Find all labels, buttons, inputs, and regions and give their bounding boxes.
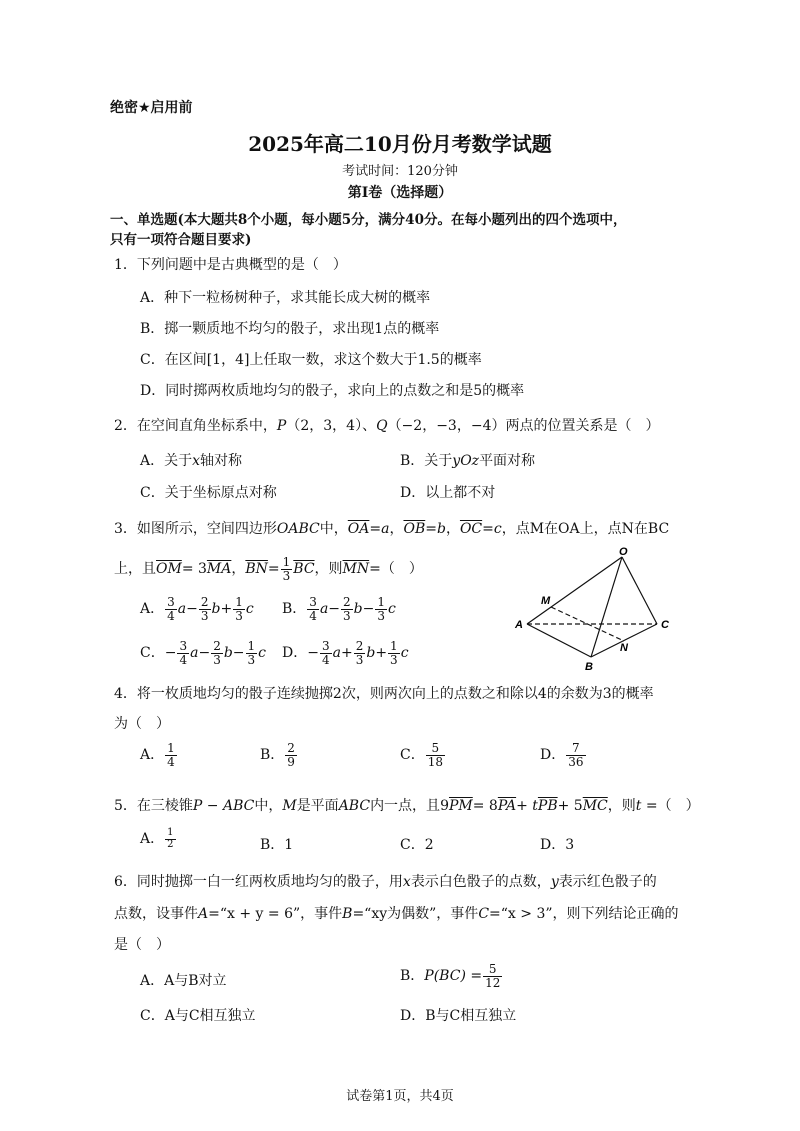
q3-stem-line1: 3．如图所示，空间四边形OABC中，$\overline{OA}=a$，$\overline{OB}=b$，$\overline{OC}=c$，点M在OA上，点N在BC [114, 521, 670, 537]
q6-option-c: C．A与C相互独立 [140, 1008, 256, 1024]
edge-ob [591, 557, 622, 657]
section-instructions-line2: 只有一项符合题目要求) [110, 232, 252, 248]
q2-stem: 2．在空间直角坐标系中，P（2，3，4）、Q（−2，−3，−4）两点的位置关系是（ ） [114, 418, 660, 434]
q4-stem-line2: 为（ ） [114, 716, 170, 732]
q1-option-c: C．在区间[1，4]上任取一数，求这个数大于1.5的概率 [140, 352, 482, 368]
secret-label: 绝密★启用前 [110, 100, 193, 116]
q3-option-c: C．− $\frac{3}{4}$ a− $\frac{2}{3}$ b− $\frac{1}{3}$ c [140, 639, 267, 667]
label-n: N [620, 642, 628, 654]
q6-stem-line1: 6．同时抛掷一白一红两枚质地均匀的骰子，用x表示白色骰子的点数，y表示红色骰子的 [114, 874, 657, 890]
q1-stem: 1．下列问题中是古典概型的是（ ） [114, 257, 347, 273]
tetrahedron-figure [505, 545, 685, 675]
q6-option-b: B．P(BC) = $\frac{5}{12}$ [400, 962, 501, 990]
q5-option-d: D．3 [540, 837, 575, 853]
q2-option-d: D．以上都不对 [400, 485, 496, 501]
q5-option-c: C．2 [400, 837, 434, 853]
edge-oc [622, 557, 657, 624]
label-c: C [661, 619, 669, 631]
section-instructions-line1: 一、单选题(本大题共8个小题，每小题5分，满分40分。在每小题列出的四个选项中， [110, 212, 627, 228]
q1-option-b: B．掷一颗质地不均匀的骰子，求出现1点的概率 [140, 321, 440, 337]
q6-option-a: A．A与B对立 [140, 973, 227, 989]
q4-stem-line1: 4．将一枚质地均匀的骰子连续抛掷2次，则两次向上的点数之和除以4的余数为3的概率 [114, 686, 654, 702]
q5-stem: 5．在三棱锥P − ABC中，M是平面ABC内一点，且$9\overline{PM}= 8\overline{PA}+ t\overline{PB}+ 5\overline{MC}$，则t =（ ） [114, 798, 700, 814]
q5-option-a: A． $\frac{1}{2}$ [140, 827, 174, 850]
label-b: B [585, 661, 593, 673]
q3-option-a: A． $\frac{3}{4}$ a− $\frac{2}{3}$ b+ $\frac{1}{3}$ c [140, 595, 254, 623]
q2-option-c: C．关于坐标原点对称 [140, 485, 277, 501]
exam-title: 2025年高二10月份月考数学试题 [248, 132, 552, 156]
q6-stem-line2: 点数，设事件A=“x + y = 6”，事件B=“xy为偶数”，事件C=“x > 3”，则下列结论正确的 [114, 906, 679, 922]
q6-stem-line3: 是（ ） [114, 937, 170, 953]
q4-option-d: D． $\frac{7}{36}$ [540, 741, 584, 769]
exam-time: 考试时间：120分钟 [342, 164, 458, 179]
volume-title: 第Ⅰ卷（选择题） [347, 185, 453, 201]
q3-option-b: B． $\frac{3}{4}$ a− $\frac{2}{3}$ b− $\frac{1}{3}$ c [282, 595, 396, 623]
edge-ab [527, 624, 591, 657]
label-m: M [541, 595, 551, 607]
page-footer: 试卷第1页，共4页 [346, 1089, 454, 1104]
label-o: O [619, 546, 628, 558]
q4-option-b: B． $\frac{2}{9}$ [260, 741, 295, 769]
q1-option-d: D．同时掷两枚质地均匀的骰子，求向上的点数之和是5的概率 [140, 383, 525, 399]
edge-oa [527, 557, 622, 624]
q1-option-a: A．种下一粒杨树种子，求其能长成大树的概率 [140, 290, 431, 306]
label-a: A [515, 619, 523, 631]
q2-option-a: A．关于x轴对称 [140, 453, 243, 469]
q5-option-b: B．1 [260, 837, 294, 853]
q2-option-b: B．关于yOz平面对称 [400, 453, 536, 469]
q4-option-a: A． $\frac{1}{4}$ [140, 741, 175, 769]
q3-stem-line2: 上，且$\overline{OM}= 3\overline{MA}$，$\overline{BN}=$ $\frac{1}{3}$ $\overline{BC}$，则$\overline{MN}=$（ ） [114, 555, 423, 583]
q4-option-c: C． $\frac{5}{18}$ [400, 741, 443, 769]
q3-option-d: D．− $\frac{3}{4}$ a+ $\frac{2}{3}$ b+ $\frac{1}{3}$ c [282, 639, 409, 667]
q6-option-d: D．B与C相互独立 [400, 1008, 517, 1024]
